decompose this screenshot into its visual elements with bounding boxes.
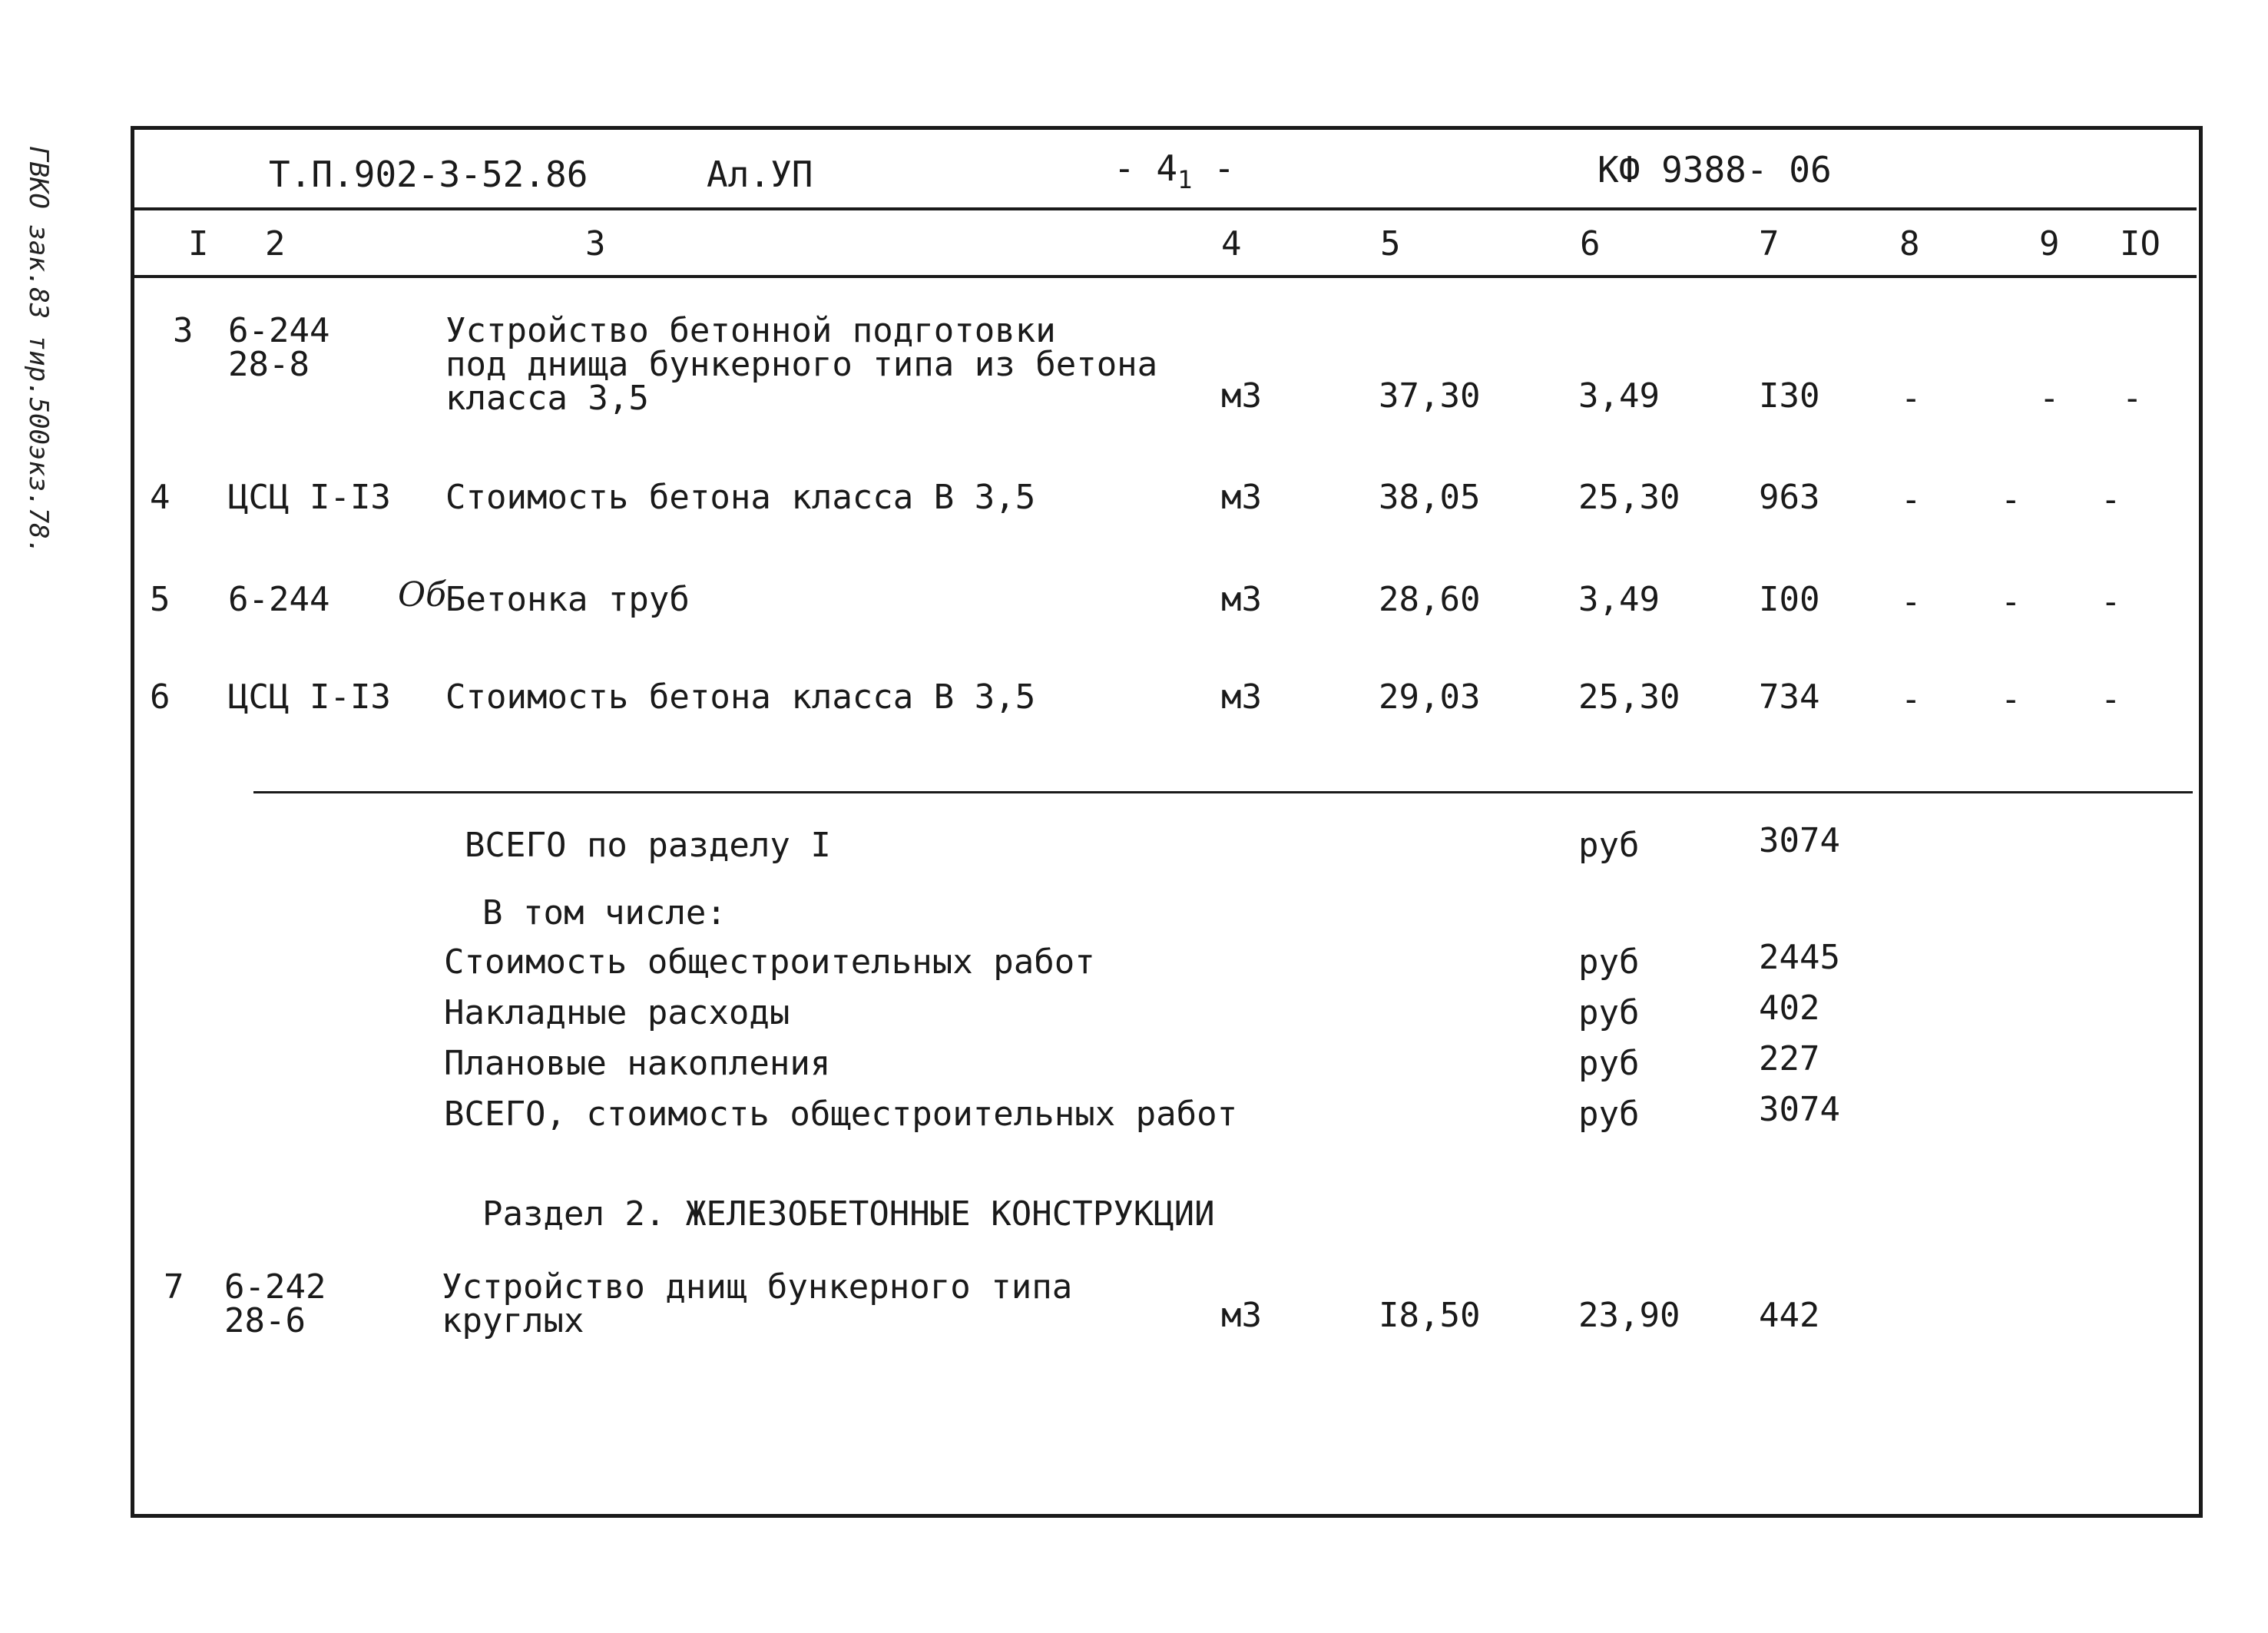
row-code: ЦСЦ I-I3 bbox=[228, 478, 391, 517]
row-number: 6 bbox=[150, 677, 171, 717]
row-price: 3,49 bbox=[1578, 376, 1660, 416]
side-note: ГВКО зак.83 тир.500экз.78. bbox=[23, 146, 54, 555]
row-desc-line: класса 3,5 bbox=[445, 379, 649, 418]
row-unit: м3 bbox=[1221, 580, 1262, 619]
row-code: 6-244 bbox=[228, 580, 330, 619]
row-code: 6-244 bbox=[228, 311, 330, 350]
col-header-8: 8 bbox=[1899, 224, 1920, 263]
row-desc-line: Устройство бетонной подготовки bbox=[445, 311, 1056, 350]
summary-total-unit: руб bbox=[1578, 826, 1640, 865]
album-label: Ал.УП bbox=[707, 154, 813, 195]
row-code: 6-242 bbox=[224, 1267, 326, 1307]
row-price: 3,49 bbox=[1578, 580, 1660, 619]
row-col9: - bbox=[2001, 480, 2021, 519]
section-2-title: Раздел 2. ЖЕЛЕЗОБЕТОННЫЕ КОНСТРУКЦИИ bbox=[482, 1194, 1215, 1234]
doc-code: Т.П.902-3-52.86 bbox=[269, 154, 588, 195]
row-code: ЦСЦ I-I3 bbox=[228, 677, 391, 717]
row-total: 963 bbox=[1759, 478, 1820, 517]
page-number-main: - 4 bbox=[1114, 147, 1178, 189]
row-code-2: 28-8 bbox=[228, 345, 310, 384]
row-number: 7 bbox=[164, 1267, 184, 1307]
summary-total-label: ВСЕГО по разделу I bbox=[465, 826, 831, 865]
row-col9: - bbox=[2001, 680, 2021, 719]
row-desc-line: Стоимость бетона класса В 3,5 bbox=[445, 478, 1036, 517]
col-header-5: 5 bbox=[1380, 224, 1401, 263]
row-number: 3 bbox=[173, 311, 194, 350]
totals-divider bbox=[253, 791, 2193, 793]
summary-item-value: 227 bbox=[1759, 1039, 1820, 1078]
row-unit: м3 bbox=[1221, 376, 1262, 416]
row-price: 23,90 bbox=[1578, 1296, 1680, 1335]
row-number: 4 bbox=[150, 478, 171, 517]
page-number-sub: 1 bbox=[1177, 165, 1193, 195]
row-desc-line: Стоимость бетона класса В 3,5 bbox=[445, 677, 1036, 717]
row-handwritten-note: Об bbox=[398, 575, 446, 614]
row-desc-line: круглых bbox=[442, 1301, 584, 1340]
row-unit: м3 bbox=[1221, 478, 1262, 517]
page-number-end: - bbox=[1213, 147, 1235, 189]
col-header-4: 4 bbox=[1221, 224, 1242, 263]
row-qty: 28,60 bbox=[1379, 580, 1481, 619]
row-col9: - bbox=[2001, 582, 2021, 621]
row-desc-line: Бетонка труб bbox=[445, 580, 690, 619]
row-col9: - bbox=[2039, 379, 2060, 418]
row-col8: - bbox=[1901, 379, 1922, 418]
summary-item-value: 2445 bbox=[1759, 938, 1840, 977]
row-code-2: 28-6 bbox=[224, 1301, 306, 1340]
summary-item-value: 3074 bbox=[1759, 1090, 1840, 1129]
col-header-3: 3 bbox=[585, 224, 606, 263]
row-col10: - bbox=[2101, 680, 2121, 719]
summary-incl-label: В том числе: bbox=[482, 893, 727, 932]
row-unit: м3 bbox=[1221, 1296, 1262, 1335]
row-qty: I8,50 bbox=[1379, 1296, 1481, 1335]
summary-item-label: Плановые накопления bbox=[444, 1044, 831, 1083]
row-price: 25,30 bbox=[1578, 677, 1680, 717]
row-total: 734 bbox=[1759, 677, 1820, 717]
row-total: 442 bbox=[1759, 1296, 1820, 1335]
row-unit: м3 bbox=[1221, 677, 1262, 717]
column-header-divider bbox=[134, 275, 2197, 278]
row-price: 25,30 bbox=[1578, 478, 1680, 517]
summary-item-unit: руб bbox=[1578, 993, 1640, 1032]
row-col8: - bbox=[1901, 680, 1922, 719]
row-col10: - bbox=[2101, 480, 2121, 519]
row-total: I30 bbox=[1759, 376, 1820, 416]
summary-item-label: Стоимость общестроительных работ bbox=[444, 942, 1095, 982]
row-col8: - bbox=[1901, 582, 1922, 621]
page-number bbox=[1114, 147, 1235, 194]
row-col10: - bbox=[2101, 582, 2121, 621]
col-header-7: 7 bbox=[1759, 224, 1780, 263]
summary-item-unit: руб bbox=[1578, 942, 1640, 982]
summary-item-unit: руб bbox=[1578, 1095, 1640, 1134]
summary-item-value: 402 bbox=[1759, 989, 1820, 1028]
summary-item-unit: руб bbox=[1578, 1044, 1640, 1083]
ref-number: КФ 9388- 06 bbox=[1598, 149, 1832, 190]
col-header-9: 9 bbox=[2039, 224, 2060, 263]
row-col8: - bbox=[1901, 480, 1922, 519]
summary-item-label: ВСЕГО, стоимость общестроительных работ bbox=[444, 1095, 1238, 1134]
summary-total-value: 3074 bbox=[1759, 821, 1840, 860]
col-header-6: 6 bbox=[1580, 224, 1601, 263]
col-header-1: I bbox=[188, 224, 209, 263]
row-desc-line: Устройство днищ бункерного типа bbox=[442, 1267, 1073, 1307]
row-desc-line: под днища бункерного типа из бетона bbox=[445, 345, 1158, 384]
summary-item-label: Накладные расходы bbox=[444, 993, 790, 1032]
col-header-2: 2 bbox=[265, 224, 286, 263]
row-total: I00 bbox=[1759, 580, 1820, 619]
row-col10: - bbox=[2122, 379, 2143, 418]
row-qty: 37,30 bbox=[1379, 376, 1481, 416]
row-number: 5 bbox=[150, 580, 171, 619]
col-header-10: IO bbox=[2120, 224, 2160, 263]
row-qty: 38,05 bbox=[1379, 478, 1481, 517]
row-qty: 29,03 bbox=[1379, 677, 1481, 717]
header-divider bbox=[134, 207, 2197, 210]
